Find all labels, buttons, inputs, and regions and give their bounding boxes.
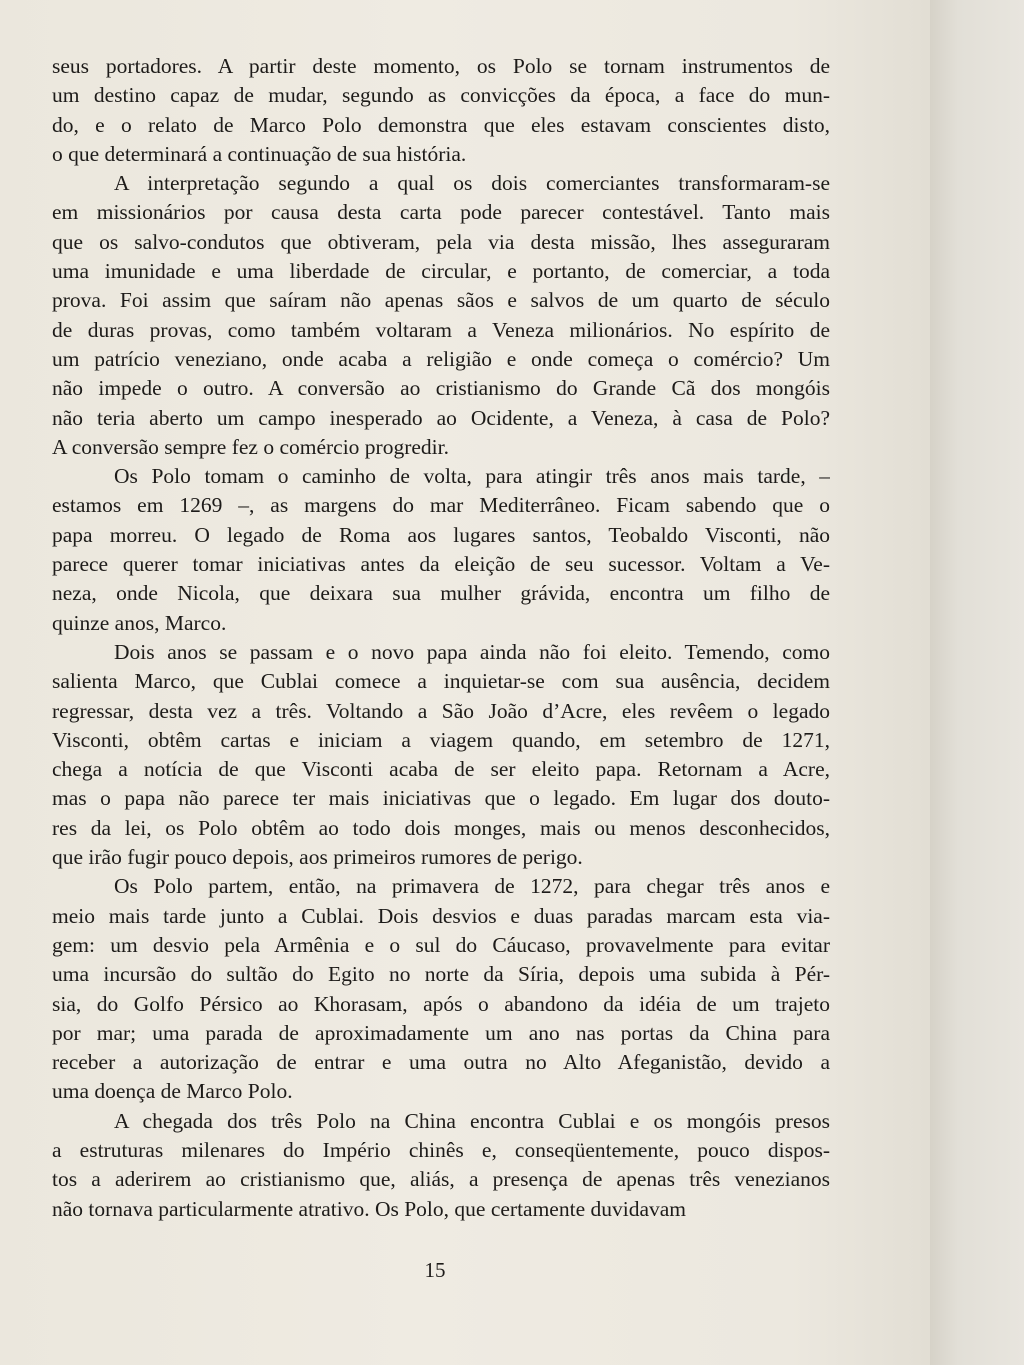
text-line: mas o papa não parece ter mais iniciativas que o legado. Em lugar dos douto-: [52, 786, 830, 811]
text-line: res da lei, os Polo obtêm ao todo dois monges, mais ou menos desconhecidos,: [52, 815, 830, 840]
text-line: parece querer tomar iniciativas antes da eleição de seu sucessor. Voltam a Ve-: [52, 552, 830, 577]
text-line: regressar, desta vez a três. Voltando a São João d’Acre, eles revêem o legado: [52, 698, 830, 723]
text-line: Dois anos se passam e o novo papa ainda não foi eleito. Temendo, como: [114, 639, 830, 664]
paragraph: [52, 638, 830, 872]
text-line: meio mais tarde junto a Cublai. Dois desvios e duas paradas marcam esta via-: [52, 903, 830, 928]
paragraph: [52, 462, 830, 638]
text-line: não tornava particularmente atrativo. Os Polo, que certamente duvidavam: [52, 1196, 687, 1221]
text-line: que irão fugir pouco depois, aos primeiros rumores de perigo.: [52, 845, 583, 870]
text-line: uma imunidade e uma liberdade de circular, e portanto, de comerciar, a toda: [52, 259, 830, 284]
text-line: salienta Marco, que Cublai comece a inquietar-se com sua ausência, decidem: [52, 669, 830, 694]
paragraph: [52, 52, 830, 169]
page-edge: [930, 0, 1024, 1365]
text-line: um destino capaz de mudar, segundo as convicções da época, a face do mun-: [52, 83, 830, 108]
text-line: não impede o outro. A conversão ao cristianismo do Grande Cã dos mongóis: [52, 376, 830, 401]
text-line: A conversão sempre fez o comércio progredir.: [52, 434, 449, 459]
text-line: quinze anos, Marco.: [52, 610, 227, 635]
paragraph: [52, 872, 830, 1106]
text-line: estamos em 1269 –, as margens do mar Mediterrâneo. Ficam sabendo que o: [52, 493, 830, 518]
text-line: do, e o relato de Marco Polo demonstra que eles estavam conscientes disto,: [52, 112, 830, 137]
text-line: a estruturas milenares do Império chinês e, conseqüentemente, pouco dispos-: [52, 1137, 830, 1162]
text-line: um patrício veneziano, onde acaba a religião e onde começa o comércio? Um: [52, 346, 830, 371]
body-text: [52, 52, 830, 1224]
page-number: 15: [424, 1258, 446, 1282]
text-line: papa morreu. O legado de Roma aos lugares santos, Teobaldo Visconti, não: [52, 522, 830, 547]
text-line: neza, onde Nicola, que deixara sua mulher grávida, encontra um filho de: [52, 581, 830, 606]
text-line: sia, do Golfo Pérsico ao Khorasam, após o abandono da idéia de um trajeto: [52, 991, 830, 1016]
text-line: não teria aberto um campo inesperado ao Ocidente, a Veneza, à casa de Polo?: [52, 405, 830, 430]
paragraph: [52, 1107, 830, 1224]
text-line: receber a autorização de entrar e uma outra no Alto Afeganistão, devido a: [52, 1050, 830, 1075]
text-line: tos a aderirem ao cristianismo que, aliás, a presença de apenas três venezianos: [52, 1167, 830, 1192]
text-line: A chegada dos três Polo na China encontra Cublai e os mongóis presos: [114, 1108, 830, 1133]
text-line: o que determinará a continuação de sua história.: [52, 141, 467, 166]
text-line: chega a notícia de que Visconti acaba de ser eleito papa. Retornam a Acre,: [52, 757, 830, 782]
text-line: gem: um desvio pela Armênia e o sul do Cáucaso, provavelmente para evitar: [52, 932, 830, 957]
text-line: Os Polo partem, então, na primavera de 1272, para chegar três anos e: [114, 874, 830, 899]
text-line: seus portadores. A partir deste momento, os Polo se tornam instrumentos de: [52, 54, 830, 78]
text-line: de duras provas, como também voltaram a Veneza milionários. No espírito de: [52, 317, 830, 342]
text-line: prova. Foi assim que saíram não apenas sãos e salvos de um quarto de século: [52, 288, 830, 313]
text-line: por mar; uma parada de aproximadamente um ano nas portas da China para: [52, 1020, 830, 1045]
text-line: uma doença de Marco Polo.: [52, 1079, 293, 1104]
text-line: uma incursão do sultão do Egito no norte da Síria, depois uma subida à Pér-: [52, 962, 830, 987]
text-line: A interpretação segundo a qual os dois comerciantes transformaram-se: [114, 171, 830, 196]
text-line: que os salvo-condutos que obtiveram, pela via desta missão, lhes asseguraram: [52, 229, 830, 254]
text-line: Os Polo tomam o caminho de volta, para atingir três anos mais tarde, –: [114, 464, 830, 489]
text-line: em missionários por causa desta carta pode parecer contestável. Tanto mais: [52, 200, 830, 225]
paragraph: [52, 169, 830, 462]
text-line: Visconti, obtêm cartas e iniciam a viagem quando, em setembro de 1271,: [52, 727, 830, 752]
